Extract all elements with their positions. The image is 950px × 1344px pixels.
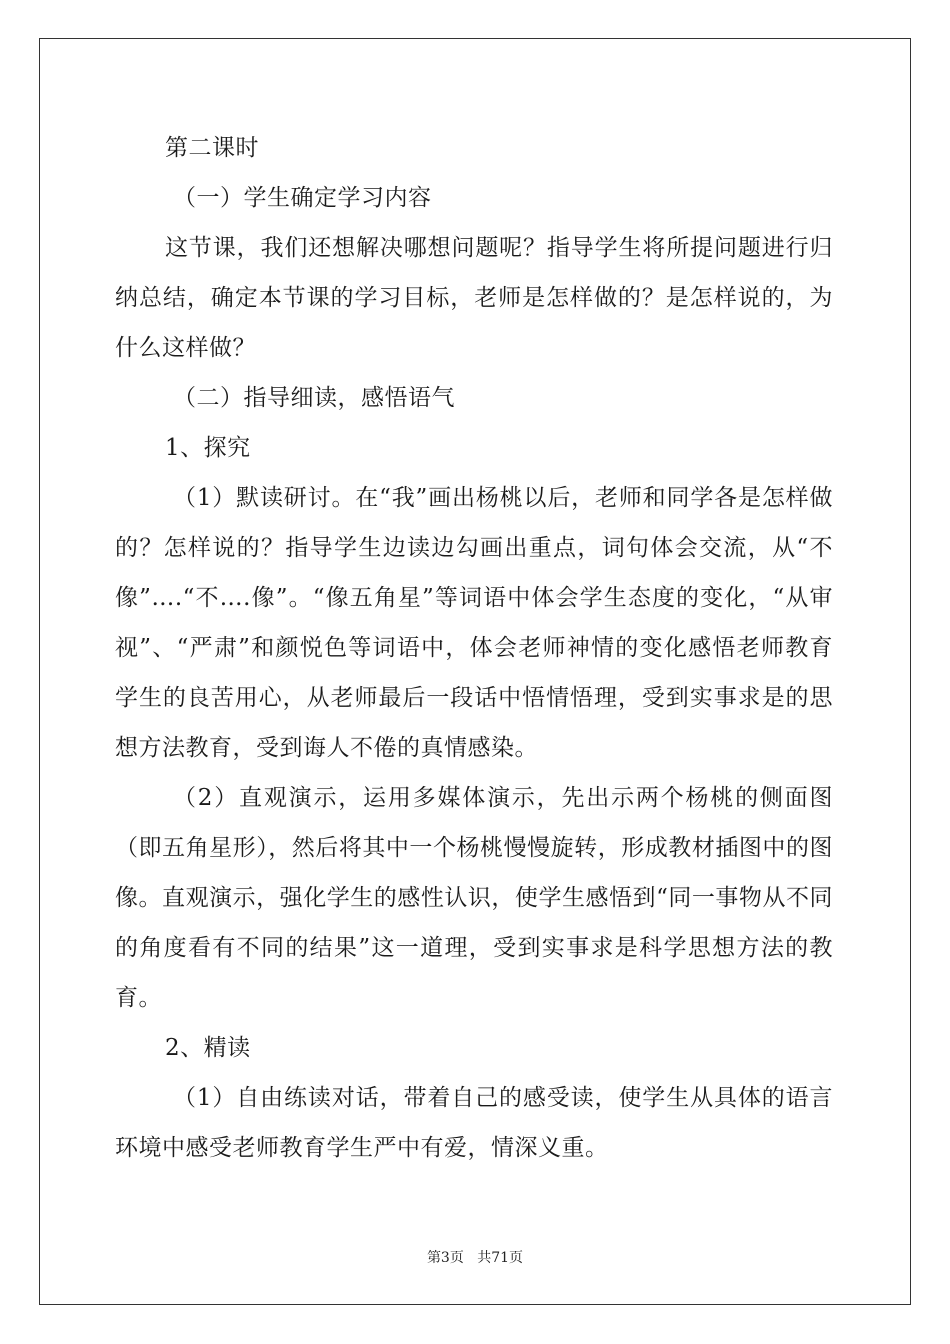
paragraph: （1）自由练读对话，带着自己的感受读，使学生从具体的语言环境中感受老师教育学生严中有爱，情深义重。 bbox=[115, 1085, 833, 1161]
subsection-heading-close-reading: 2、精读 bbox=[165, 1035, 251, 1061]
page-number: 第3页 bbox=[426, 1250, 464, 1266]
subsection-heading-explore: 1、探究 bbox=[165, 435, 251, 461]
paragraph: （2）直观演示，运用多媒体演示，先出示两个杨桃的侧面图（即五角星形），然后将其中一个杨桃慢慢旋转，形成教材插图中的图像。直观演示，强化学生的感性认识，使学生感悟到“同一事物从不同的角度看有不同的结果”这一道理，受到实事求是科学思想方法的教育。 bbox=[115, 785, 833, 1011]
lesson-heading: 第二课时 bbox=[165, 135, 259, 161]
total-pages: 共71页 bbox=[477, 1250, 524, 1266]
section-heading-2: （二）指导细读，感悟语气 bbox=[173, 385, 455, 411]
page-footer bbox=[0, 1247, 950, 1267]
paragraph: 这节课，我们还想解决哪想问题呢？指导学生将所提问题进行归纳总结，确定本节课的学习目标，老师是怎样做的？是怎样说的，为什么这样做？ bbox=[115, 235, 833, 361]
document-body bbox=[115, 123, 833, 1173]
paragraph: （1）默读研讨。在“我”画出杨桃以后，老师和同学各是怎样做的？怎样说的？指导学生边读边勾画出重点，词句体会交流，从“不像”….“不….像”。“像五角星”等词语中体会学生态度的变化，“从审视”、“严肃”和颜悦色等词语中，体会老师神情的变化感悟老师教育学生的良苦用心，从老师最后一段话中悟情悟理，受到实事求是的思想方法教育，受到诲人不倦的真情感染。 bbox=[115, 485, 833, 761]
section-heading-1: （一）学生确定学习内容 bbox=[173, 185, 432, 211]
